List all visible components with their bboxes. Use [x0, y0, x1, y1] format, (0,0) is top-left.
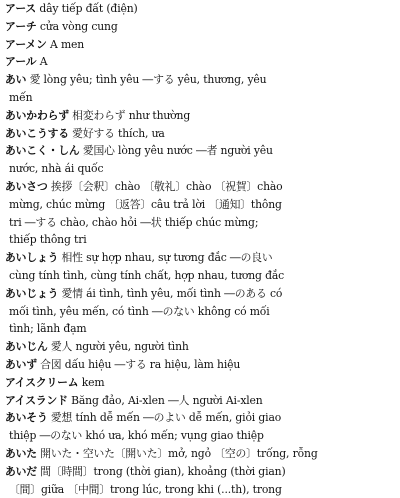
entry-definition: 相性 sự hợp nhau, sự tương đắc ―の良い [58, 251, 273, 265]
entry-continuation-line [5, 160, 396, 178]
entry-headword: あいじょう [5, 286, 59, 300]
entry-definition: 相変わらず như thường [68, 108, 191, 122]
entry-definition: 合図 dấu hiệu ―する ra hiệu, làm hiệu [36, 357, 241, 371]
entry-definition: cùng tính tình, cùng tính chất, hợp nhau, tương đắc [9, 268, 285, 282]
entry-continuation-line [5, 267, 396, 285]
entry-headword: アース [5, 2, 37, 15]
dictionary-entry-line [5, 338, 396, 356]
entry-headword: アーチ [5, 19, 37, 33]
entry-headword: あい [5, 73, 27, 87]
entry-definition: 愛国心 lòng yêu nước ―者 người yêu [79, 144, 273, 158]
entry-headword: あいた [5, 446, 37, 460]
entry-headword: あいそう [5, 411, 48, 425]
dictionary-entry-line [5, 409, 396, 427]
entry-definition: kem [78, 375, 105, 389]
entry-definition: 愛情 ái tình, tình yêu, mối tình ―のある có [58, 286, 283, 300]
dictionary-entry-line [5, 142, 396, 160]
entry-headword: あいこうする [5, 126, 69, 140]
entry-continuation-line [5, 196, 396, 214]
entry-definition: mừng, chúc mừng 〔返答〕câu trả lời 〔通知〕thông [9, 197, 282, 211]
entry-definition: tri ―する chào, chào hỏi ―状 thiếp chúc mừng; [9, 215, 259, 229]
dictionary-entry-line [5, 463, 396, 481]
dictionary-entry-line [5, 71, 396, 89]
dictionary-entry-line [5, 36, 396, 54]
entry-definition: mối tình, yêu mến, có tình ―のない không có mối [9, 304, 270, 318]
entry-definition: A men [46, 37, 85, 51]
dictionary-entry-line [5, 18, 396, 36]
entry-definition: 愛好する thích, ưa [68, 126, 165, 140]
entry-definition: mến [9, 90, 33, 104]
entry-definition: 開いた・空いた〔開いた〕mở, ngỏ 〔空の〕trống, rỗng [36, 446, 318, 460]
entry-definition: tình; lãnh đạm [9, 322, 87, 336]
dictionary-entry-line [5, 445, 396, 463]
dictionary-entry-line [5, 107, 396, 125]
dictionary-entry-line [5, 178, 396, 196]
entry-headword: あいしょう [5, 251, 59, 265]
entry-continuation-line [5, 89, 396, 107]
entry-headword: あいだ [5, 464, 37, 478]
entry-definition: thiệp ―のない khó ưa, khó mến; vụng giao thiệp [9, 429, 264, 443]
entry-definition: 愛人 người yêu, người tình [47, 340, 189, 354]
entry-headword: アイスクリーム [5, 375, 79, 389]
entry-definition: 愛想 tính dễ mến ―のよい dễ mến, giỏi giao [47, 411, 282, 425]
entry-headword: あいこく・しん [5, 144, 80, 158]
entry-definition: A [36, 55, 48, 69]
entry-definition: thiếp thông tri [9, 233, 87, 247]
entry-definition: 挨拶〔会釈〕chào 〔敬礼〕chào 〔祝賀〕chào [47, 179, 283, 193]
entry-definition: nước, nhà ái quốc [9, 162, 104, 176]
entry-definition: 〔間〕giữa 〔中間〕trong lúc, trong khi (...th), trong [9, 482, 282, 496]
dictionary-entry-line [5, 285, 396, 303]
entry-continuation-line [5, 231, 396, 249]
dictionary-entry-line [5, 374, 396, 392]
entry-continuation-line [5, 320, 396, 338]
dictionary-entry-line [5, 356, 396, 374]
entry-continuation-line [5, 427, 396, 445]
entry-headword: アイスランド [5, 393, 68, 407]
entry-definition: cửa vòng cung [36, 19, 118, 33]
dictionary-entry-line [5, 392, 396, 410]
entry-headword: あいず [5, 357, 37, 371]
entry-lines [5, 0, 396, 498]
entry-definition: 間〔時間〕trong (thời gian), khoảng (thời gian) [36, 464, 286, 478]
entry-headword: あいじん [5, 340, 48, 354]
entry-continuation-line [5, 481, 396, 498]
dictionary-entry-line [5, 53, 396, 71]
entry-headword: アール [5, 55, 37, 69]
entry-definition: Băng đảo, Ai-xlen ―人 người Ai-xlen [67, 393, 263, 407]
entry-continuation-line [5, 303, 396, 321]
entry-headword: あいかわらず [5, 108, 69, 122]
entry-definition: 愛 lòng yêu; tình yêu ―する yêu, thương, yêu [26, 73, 267, 87]
entry-headword: あいさつ [5, 179, 48, 193]
entry-continuation-line [5, 214, 396, 232]
dictionary-entry-line [5, 125, 396, 143]
entry-definition: dây tiếp đất (điện) [36, 2, 138, 15]
entry-headword: アーメン [5, 37, 47, 51]
dictionary-entry-line [5, 249, 396, 267]
dictionary-entry-line [5, 0, 396, 18]
